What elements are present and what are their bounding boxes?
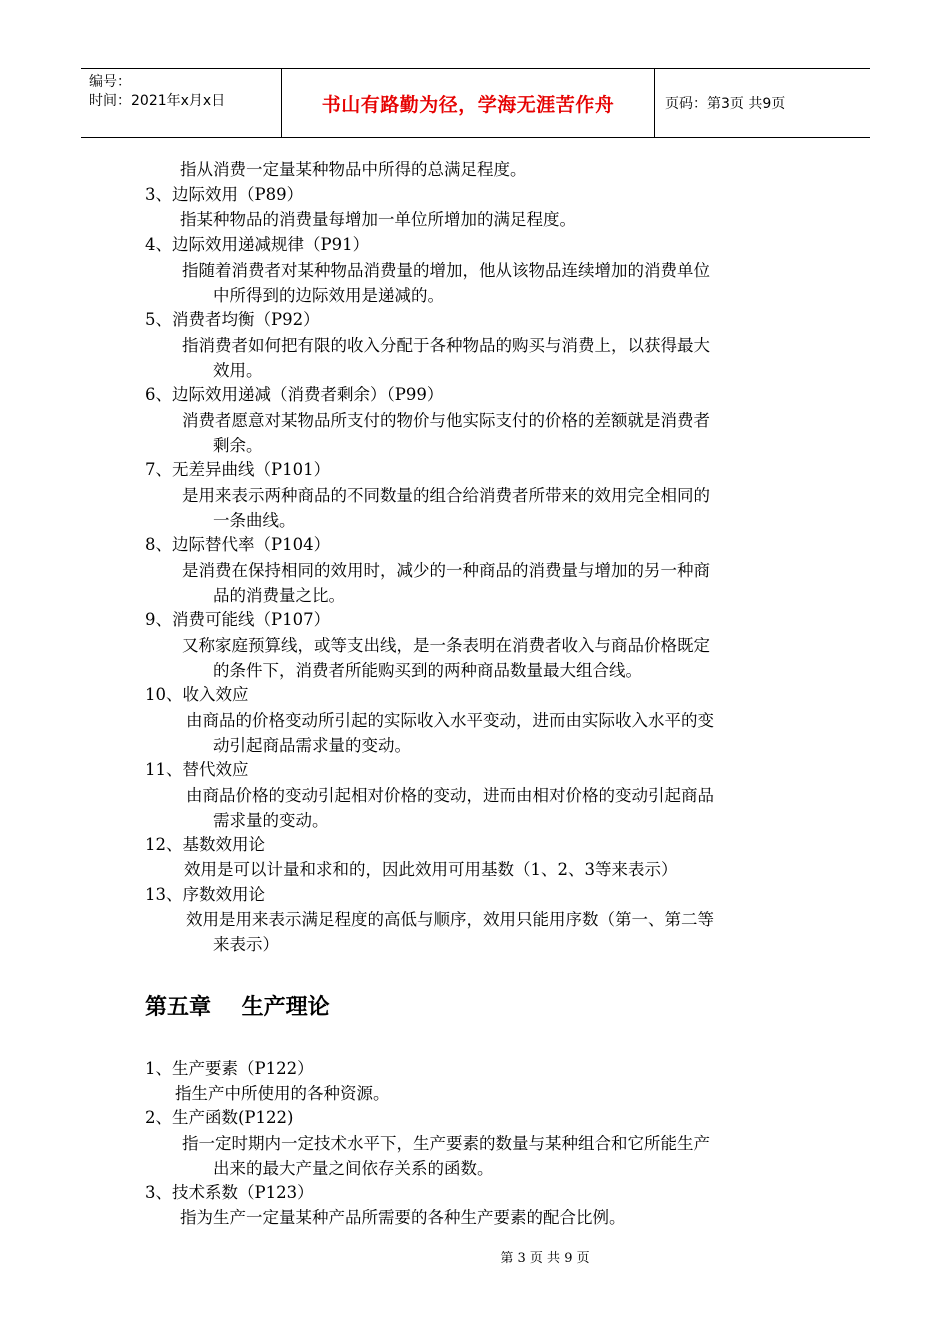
body-line: 指消费者如何把有限的收入分配于各种物品的购买与消费上，以获得最大 <box>182 336 710 355</box>
term-heading: 6、边际效用递减（消费者剩余）（P99） <box>145 385 444 404</box>
body-line: 效用是可以计量和求和的，因此效用可用基数（1、2、3等来表示） <box>184 860 678 879</box>
term-heading: 11、替代效应 <box>145 760 249 779</box>
body-line: 出来的最大产量之间依存关系的函数。 <box>213 1159 494 1178</box>
body-line: 消费者愿意对某物品所支付的物价与他实际支付的价格的差额就是消费者 <box>182 411 710 430</box>
body-line: 一条曲线。 <box>213 511 296 530</box>
body-line: 中所得到的边际效用是递减的。 <box>213 286 444 305</box>
term-heading: 7、无差异曲线（P101） <box>145 460 331 479</box>
body-line: 是用来表示两种商品的不同数量的组合给消费者所带来的效用完全相同的 <box>182 486 710 505</box>
term-heading: 13、序数效用论 <box>145 885 265 904</box>
body-line: 来表示） <box>213 935 279 954</box>
body-line: 剩余。 <box>213 436 263 455</box>
body-line: 由商品价格的变动引起相对价格的变动，进而由相对价格的变动引起商品 <box>186 786 714 805</box>
term-heading: 8、边际替代率（P104） <box>145 535 331 554</box>
term-heading: 2、生产函数(P122) <box>145 1108 294 1127</box>
header-time-label: 时间：2021年x月x日 <box>89 93 226 109</box>
term-heading: 3、技术系数（P123） <box>145 1183 314 1202</box>
header-motto: 书山有路勤为径，学海无涯苦作舟 <box>282 69 655 137</box>
body-line: 效用。 <box>213 361 263 380</box>
body-line: 指一定时期内一定技术水平下，生产要素的数量与某种组合和它所能生产 <box>182 1134 710 1153</box>
body-line: 指从消费一定量某种物品中所得的总满足程度。 <box>180 160 527 179</box>
body-line: 是消费在保持相同的效用时，减少的一种商品的消费量与增加的另一种商 <box>182 561 710 580</box>
term-heading: 10、收入效应 <box>145 685 249 704</box>
body-line: 的条件下，消费者所能购买到的两种商品数量最大组合线。 <box>213 661 642 680</box>
body-line: 指生产中所使用的各种资源。 <box>175 1084 390 1103</box>
term-heading: 5、消费者均衡（P92） <box>145 310 320 329</box>
body-line: 又称家庭预算线，或等支出线，是一条表明在消费者收入与商品价格既定 <box>182 636 710 655</box>
term-heading: 12、基数效用论 <box>145 835 265 854</box>
header-page-label: 页码：第3页 共9页 <box>665 96 786 112</box>
term-heading: 9、消费可能线（P107） <box>145 610 331 629</box>
page-footer: 第 3 页 共 9 页 <box>500 1251 590 1266</box>
page-header <box>81 68 870 138</box>
header-info-cell <box>81 69 282 137</box>
body-line: 指为生产一定量某种产品所需要的各种生产要素的配合比例。 <box>180 1208 626 1227</box>
body-line: 品的消费量之比。 <box>213 586 345 605</box>
body-line: 动引起商品需求量的变动。 <box>213 736 411 755</box>
body-line: 指某种物品的消费量每增加一单位所增加的满足程度。 <box>180 210 576 229</box>
term-heading: 3、边际效用（P89） <box>145 185 304 204</box>
body-line: 由商品的价格变动所引起的实际收入水平变动，进而由实际收入水平的变 <box>186 711 714 730</box>
term-heading: 4、边际效用递减规律（P91） <box>145 235 370 254</box>
body-line: 效用是用来表示满足程度的高低与顺序，效用只能用序数（第一、第二等 <box>186 910 714 929</box>
body-line: 需求量的变动。 <box>213 811 329 830</box>
header-number-label: 编号： <box>89 74 131 90</box>
chapter-title: 第五章 生产理论 <box>145 995 330 1020</box>
term-heading: 1、生产要素（P122） <box>145 1059 314 1078</box>
body-line: 指随着消费者对某种物品消费量的增加，他从该物品连续增加的消费单位 <box>182 261 710 280</box>
